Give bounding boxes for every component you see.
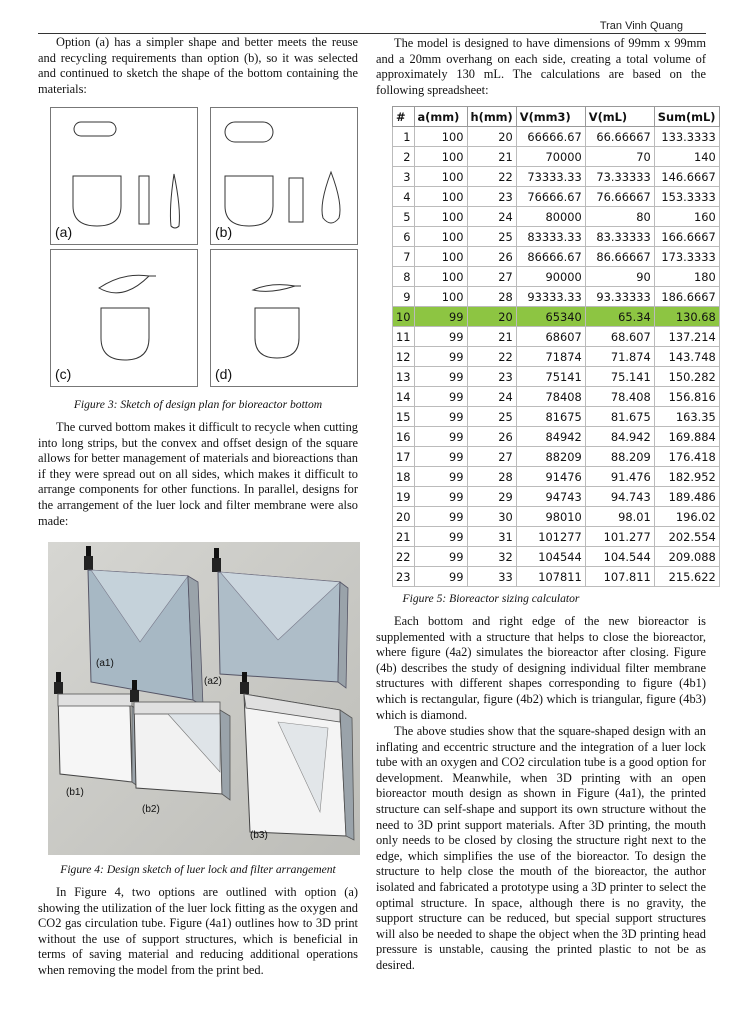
table-cell: 11 [393,327,415,347]
table-row [393,187,720,207]
table-cell: 5 [393,207,415,227]
figure-4-caption: Figure 4: Design sketch of luer lock and filter arrangement [60,863,336,876]
table-cell: 93.33333 [585,287,654,307]
table-cell: 24 [467,207,516,227]
table-cell: 88.209 [585,447,654,467]
sketch-panel-d [210,249,358,387]
table-cell: 143.748 [654,347,719,367]
right-paragraph-3: The above studies show that the square-shaped design with an inflating and eccentric structure and the integration of a luer lock tube with an oxygen and CO2 circulation tube is a good option for development. Meanwhile, when 3D printing with an open bioreactor mouth design as shown in Figure (4a1), the printed structure can self-shape and support its own structure without the need to 3D print support materials. After 3D printing, the mouth only needs to be closed by closing the structure right next to the edge, which simplifies the use of the bioreactor. To design the structure to help close the mouth of the bioreactor, the author isolated and fabricated a prototype using a 3D printer to select the optimal structure. In space, although there is no gravity, the support structure can be reduced, but special support structures will also be needed to shape the object when the 3D printing head pressure is unstable, causing the printed plastic to not be as desired. [376,724,706,972]
table-row [393,347,720,367]
sketch-label-c: (c) [55,366,72,382]
table-cell: 90000 [516,267,585,287]
table-cell: 9 [393,287,415,307]
table-cell: 99 [414,547,467,567]
header-cell: V(mm3) [516,107,585,127]
left-column [38,35,358,97]
table-cell: 99 [414,307,467,327]
table-cell: 25 [467,407,516,427]
table-row [393,487,720,507]
table-cell: 137.214 [654,327,719,347]
table-row-highlighted [393,307,720,327]
figure-4-label-b1: (b1) [66,787,84,798]
table-cell: 182.952 [654,467,719,487]
table-cell: 18 [393,467,415,487]
table-cell: 86666.67 [516,247,585,267]
table-row [393,527,720,547]
table-cell: 28 [467,287,516,307]
table-cell: 99 [414,567,467,587]
table-cell: 26 [467,427,516,447]
table-cell: 73.33333 [585,167,654,187]
table-cell: 76.66667 [585,187,654,207]
table-cell: 71.874 [585,347,654,367]
table-cell: 101277 [516,527,585,547]
table-cell: 160 [654,207,719,227]
table-cell: 196.02 [654,507,719,527]
header-cell: V(mL) [585,107,654,127]
table-cell: 84942 [516,427,585,447]
table-cell: 13 [393,367,415,387]
right-paragraph-2: Each bottom and right edge of the new bioreactor is supplemented with a structure that helps to close the bioreactor, where figure (4a2) simulates the bioreactor after closing. Figure (4b) describes the study of designing individual filter membrane structures with different shapes corresponding to figure (4b1) which is rectangular, figure (4b2) which is triangular, figure (4b3) which is diamond. [376,614,706,722]
table-cell: 15 [393,407,415,427]
table-cell: 1 [393,127,415,147]
table-cell: 94743 [516,487,585,507]
table-cell: 22 [467,347,516,367]
table-cell: 101.277 [585,527,654,547]
figure-4-label-a1: (a1) [96,658,114,669]
table-cell: 29 [467,487,516,507]
figure-3-caption: Figure 3: Sketch of design plan for bioreactor bottom [73,398,323,411]
table-cell: 16 [393,427,415,447]
table-cell: 23 [467,367,516,387]
table-cell: 107.811 [585,567,654,587]
figure-3-sketches [50,107,358,389]
table-row [393,467,720,487]
table-cell: 8 [393,267,415,287]
table-cell: 75141 [516,367,585,387]
table-cell: 166.6667 [654,227,719,247]
table-cell: 99 [414,327,467,347]
table-cell: 99 [414,447,467,467]
table-cell: 104544 [516,547,585,567]
figure-4-render [48,542,360,855]
table-cell: 99 [414,367,467,387]
table-cell: 81675 [516,407,585,427]
table-cell: 169.884 [654,427,719,447]
table-cell: 100 [414,227,467,247]
table-cell: 21 [467,147,516,167]
table-cell: 100 [414,127,467,147]
table-cell: 70000 [516,147,585,167]
table-cell: 100 [414,287,467,307]
figure-4-label-b3: (b3) [250,830,268,841]
table-cell: 93333.33 [516,287,585,307]
table-cell: 68607 [516,327,585,347]
figure-4-label-a2: (a2) [204,676,222,687]
table-cell: 20 [467,127,516,147]
table-cell: 86.66667 [585,247,654,267]
header-rule [38,33,706,34]
table-cell: 6 [393,227,415,247]
table-cell: 80 [585,207,654,227]
table-row [393,147,720,167]
table-cell: 21 [467,327,516,347]
table-row [393,507,720,527]
table-cell: 24 [467,387,516,407]
table-cell: 100 [414,167,467,187]
table-cell: 91.476 [585,467,654,487]
table-cell: 90 [585,267,654,287]
sketch-c-drawing [51,250,197,386]
table-cell: 78.408 [585,387,654,407]
table-cell: 99 [414,387,467,407]
table-row [393,287,720,307]
table-cell: 84.942 [585,427,654,447]
table-row [393,547,720,567]
table-cell: 33 [467,567,516,587]
table-cell: 30 [467,507,516,527]
table-cell: 83333.33 [516,227,585,247]
table-cell: 25 [467,227,516,247]
table-cell: 83.33333 [585,227,654,247]
table-row [393,227,720,247]
table-cell: 176.418 [654,447,719,467]
table-cell: 14 [393,387,415,407]
table-row [393,447,720,467]
table-cell: 215.622 [654,567,719,587]
table-cell: 186.6667 [654,287,719,307]
table-cell: 94.743 [585,487,654,507]
figure-5-caption: Figure 5: Bioreactor sizing calculator [402,592,580,605]
table-cell: 150.282 [654,367,719,387]
table-row [393,567,720,587]
spreadsheet-body [393,127,720,587]
table-cell: 4 [393,187,415,207]
table-row [393,387,720,407]
table-cell: 76666.67 [516,187,585,207]
table-cell: 173.3333 [654,247,719,267]
table-cell: 202.554 [654,527,719,547]
table-cell: 20 [393,507,415,527]
table-cell: 107811 [516,567,585,587]
sketch-panel-a [50,107,198,245]
table-cell: 99 [414,527,467,547]
header-cell: a(mm) [414,107,467,127]
table-row [393,167,720,187]
sketch-b-drawing [211,108,357,244]
sketch-d-drawing [211,250,357,386]
table-cell: 22 [467,167,516,187]
table-cell: 156.816 [654,387,719,407]
table-cell: 88209 [516,447,585,467]
header-cell: Sum(mL) [654,107,719,127]
table-cell: 100 [414,147,467,167]
table-cell: 17 [393,447,415,467]
table-cell: 98.01 [585,507,654,527]
table-cell: 3 [393,167,415,187]
table-row [393,207,720,227]
table-cell: 7 [393,247,415,267]
table-cell: 209.088 [654,547,719,567]
table-row [393,407,720,427]
table-cell: 133.3333 [654,127,719,147]
spreadsheet-header-row [393,107,720,127]
table-cell: 104.544 [585,547,654,567]
table-cell: 21 [393,527,415,547]
header-cell: # [393,107,415,127]
table-cell: 19 [393,487,415,507]
table-cell: 99 [414,347,467,367]
table-row [393,247,720,267]
sketch-label-d: (d) [215,366,233,382]
header-cell: h(mm) [467,107,516,127]
bioreactor-sizing-spreadsheet [392,106,720,587]
sketch-panel-c [50,249,198,387]
table-cell: 26 [467,247,516,267]
right-paragraph-1: The model is designed to have dimensions of 99mm x 99mm and a 20mm overhang on each side, creating a total volume of approximately 130 mL. The calculations are based on the following spreadsheet: [376,36,706,97]
table-cell: 66666.67 [516,127,585,147]
table-cell: 140 [654,147,719,167]
table-cell: 70 [585,147,654,167]
left-paragraph-2: The curved bottom makes it difficult to recycle when cutting into long strips, but the convex and offset design of the square allows for better management of materials and bioreactions than if they were spread out on all sides, which makes it difficult to arrange components for other functions. In parallel, designs for the arrangement of the luer lock and filter membrane were also made: [38,420,358,528]
table-row [393,367,720,387]
table-cell: 27 [467,267,516,287]
table-cell: 99 [414,427,467,447]
table-cell: 91476 [516,467,585,487]
table-cell: 100 [414,187,467,207]
table-cell: 65340 [516,307,585,327]
table-cell: 78408 [516,387,585,407]
table-cell: 23 [467,187,516,207]
left-paragraph-3: In Figure 4, two options are outlined with option (a) showing the utilization of the luer lock fitting as the oxygen and CO2 gas circulation tube. Figure (4a1) outlines how to 3D print without the use of support structures, which is beneficial in terms of saving material and reducing additional operations when removing the model from the print bed. [38,885,358,977]
sketch-panel-b [210,107,358,245]
figure-4-label-b2: (b2) [142,804,160,815]
table-cell: 130.68 [654,307,719,327]
table-cell: 75.141 [585,367,654,387]
table-cell: 100 [414,247,467,267]
table-cell: 163.35 [654,407,719,427]
left-paragraph-1: Option (a) has a simpler shape and better meets the reuse and recycling requirements than option (b), so it was selected and continued to sketch the shape of the bottom containing the materials: [38,35,358,96]
table-cell: 32 [467,547,516,567]
table-row [393,427,720,447]
table-cell: 99 [414,487,467,507]
table-cell: 22 [393,547,415,567]
table-cell: 146.6667 [654,167,719,187]
table-cell: 100 [414,207,467,227]
table-cell: 71874 [516,347,585,367]
table-cell: 65.34 [585,307,654,327]
table-cell: 73333.33 [516,167,585,187]
running-header-author: Tran Vinh Quang [599,20,683,32]
table-cell: 153.3333 [654,187,719,207]
table-cell: 98010 [516,507,585,527]
table-row [393,267,720,287]
table-cell: 68.607 [585,327,654,347]
table-row [393,327,720,347]
table-cell: 31 [467,527,516,547]
table-cell: 180 [654,267,719,287]
table-cell: 23 [393,567,415,587]
table-cell: 99 [414,467,467,487]
table-cell: 99 [414,507,467,527]
table-cell: 80000 [516,207,585,227]
table-cell: 189.486 [654,487,719,507]
sketch-label-b: (b) [215,224,233,240]
table-cell: 27 [467,447,516,467]
table-cell: 99 [414,407,467,427]
table-cell: 66.66667 [585,127,654,147]
table-cell: 12 [393,347,415,367]
table-cell: 2 [393,147,415,167]
figure-4-drawing [48,542,360,855]
table-cell: 20 [467,307,516,327]
sketch-label-a: (a) [55,224,73,240]
table-cell: 100 [414,267,467,287]
table-cell: 28 [467,467,516,487]
sketch-a-drawing [51,108,197,244]
table-row [393,127,720,147]
table-cell: 81.675 [585,407,654,427]
table-cell: 10 [393,307,415,327]
